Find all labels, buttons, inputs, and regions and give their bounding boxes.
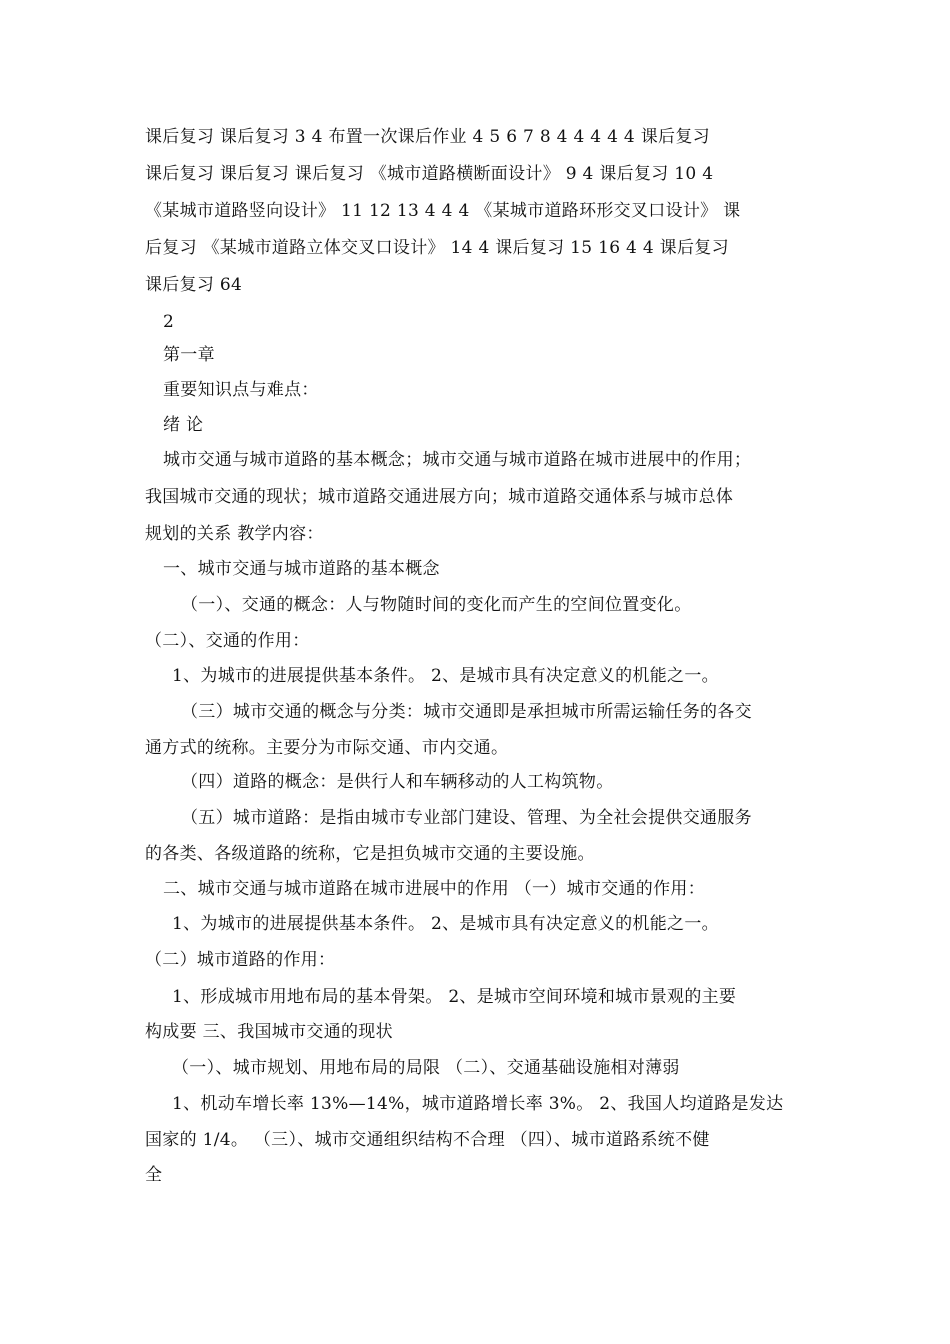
- text-line: 我国城市交通的现状；城市道路交通进展方向；城市道路交通体系与城市总体: [145, 487, 734, 507]
- text-line: 1、形成城市用地布局的基本骨架。 2、是城市空间环境和城市景观的主要: [172, 987, 737, 1007]
- text-line: （二）城市道路的作用：: [145, 950, 336, 970]
- text-line: （三）城市交通的概念与分类：城市交通即是承担城市所需运输任务的各交: [181, 702, 752, 722]
- text-line: 《某城市道路竖向设计》 11 12 13 4 4 4 《某城市道路环形交叉口设计》 课: [145, 201, 741, 221]
- text-line: 后复习 《某城市道路立体交叉口设计》 14 4 课后复习 15 16 4 4 课后复习: [145, 238, 729, 258]
- section-heading: 绪 论: [163, 415, 204, 435]
- text-line: （二）、交通的作用：: [145, 631, 310, 651]
- text-line: （一）、城市规划、用地布局的局限 （二）、交通基础设施相对薄弱: [172, 1058, 680, 1078]
- text-line: （一）、交通的概念：人与物随时间的变化而产生的空间位置变化。: [181, 595, 692, 615]
- text-line: 规划的关系 教学内容：: [145, 524, 324, 544]
- page-number: 2: [163, 312, 175, 332]
- text-line: 全: [145, 1165, 163, 1185]
- text-line: 的各类、各级道路的统称，它是担负城市交通的主要设施。: [145, 844, 595, 864]
- section-heading: 重要知识点与难点：: [163, 380, 319, 400]
- text-line: （五）城市道路：是指由城市专业部门建设、管理、为全社会提供交通服务: [181, 808, 752, 828]
- text-line: 构成要 三、我国城市交通的现状: [145, 1022, 393, 1042]
- section-heading: 一、城市交通与城市道路的基本概念: [163, 559, 440, 579]
- text-line: （四）道路的概念：是供行人和车辆移动的人工构筑物。: [181, 772, 614, 792]
- text-line: 国家的 1/4。 （三）、城市交通组织结构不合理 （四）、城市道路系统不健: [145, 1130, 710, 1150]
- text-line: 通方式的统称。主要分为市际交通、市内交通。: [145, 738, 509, 758]
- text-line: 课后复习 课后复习 3 4 布置一次课后作业 4 5 6 7 8 4 4 4 4 4 课后复习: [145, 127, 710, 147]
- text-line: 课后复习 64: [145, 275, 243, 295]
- text-line: 课后复习 课后复习 课后复习 《城市道路横断面设计》 9 4 课后复习 10 4: [145, 164, 714, 184]
- chapter-title: 第一章: [163, 345, 215, 365]
- text-line: 城市交通与城市道路的基本概念；城市交通与城市道路在城市进展中的作用；: [163, 450, 752, 470]
- text-line: 1、为城市的进展提供基本条件。 2、是城市具有决定意义的机能之一。: [172, 666, 719, 686]
- text-line: 1、机动车增长率 13%—14%，城市道路增长率 3%。 2、我国人均道路是发达: [172, 1094, 784, 1114]
- text-line: 1、为城市的进展提供基本条件。 2、是城市具有决定意义的机能之一。: [172, 914, 719, 934]
- section-heading: 二、城市交通与城市道路在城市进展中的作用 （一）城市交通的作用：: [163, 879, 706, 899]
